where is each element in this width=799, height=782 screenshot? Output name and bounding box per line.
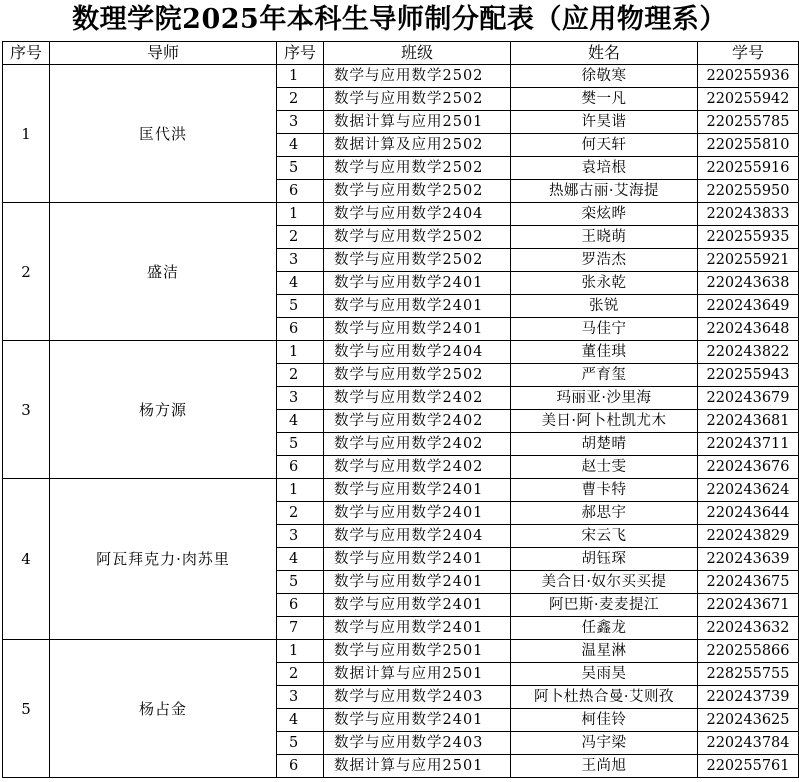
header-sub-no: 序号: [277, 42, 324, 65]
student-name: 樊一凡: [511, 88, 698, 111]
student-id: 220255950: [698, 180, 799, 203]
student-id: 220243638: [698, 272, 799, 295]
student-number: 5: [277, 433, 324, 456]
student-class: 数学与应用数学2404: [324, 525, 511, 548]
student-class: 数学与应用数学2401: [324, 594, 511, 617]
student-number: 6: [277, 755, 324, 778]
student-name: 阿卜杜热合曼·艾则孜: [511, 686, 698, 709]
student-name: 吴雨昊: [511, 663, 698, 686]
student-number: 1: [277, 640, 324, 663]
student-name: 胡楚晴: [511, 433, 698, 456]
student-class: 数学与应用数学2401: [324, 709, 511, 732]
student-number: 4: [277, 548, 324, 571]
student-name: 董佳琪: [511, 341, 698, 364]
student-name: 袁培根: [511, 157, 698, 180]
header-group-no: 序号: [3, 42, 50, 65]
student-class: 数学与应用数学2401: [324, 571, 511, 594]
student-number: 5: [277, 157, 324, 180]
student-name: 任鑫龙: [511, 617, 698, 640]
student-name: 王尚旭: [511, 755, 698, 778]
advisor-name: 杨方源: [50, 341, 277, 479]
student-number: 1: [277, 479, 324, 502]
student-id: 220255785: [698, 111, 799, 134]
student-name: 冯宇梁: [511, 732, 698, 755]
student-name: 罗浩杰: [511, 249, 698, 272]
student-name: 柯佳铃: [511, 709, 698, 732]
student-id: 220243671: [698, 594, 799, 617]
student-class: 数学与应用数学2401: [324, 272, 511, 295]
student-id: 220243679: [698, 387, 799, 410]
student-class: 数学与应用数学2402: [324, 433, 511, 456]
student-number: 2: [277, 663, 324, 686]
student-id: 220255921: [698, 249, 799, 272]
student-id: 220243639: [698, 548, 799, 571]
student-class: 数学与应用数学2502: [324, 226, 511, 249]
student-class: 数学与应用数学2403: [324, 686, 511, 709]
student-id: 220255936: [698, 65, 799, 88]
student-id: 220243648: [698, 318, 799, 341]
group-number: 1: [3, 65, 50, 203]
student-id: 220243675: [698, 571, 799, 594]
student-number: 2: [277, 502, 324, 525]
student-id: 220255943: [698, 364, 799, 387]
student-number: 4: [277, 709, 324, 732]
student-class: 数学与应用数学2401: [324, 479, 511, 502]
student-name: 张永乾: [511, 272, 698, 295]
student-name: 严育玺: [511, 364, 698, 387]
table-body: [3, 65, 799, 778]
student-number: 1: [277, 65, 324, 88]
student-name: 曹卡特: [511, 479, 698, 502]
advisor-name: 盛洁: [50, 203, 277, 341]
student-class: 数据计算与应用2501: [324, 111, 511, 134]
student-id: 220243681: [698, 410, 799, 433]
student-name: 宋云飞: [511, 525, 698, 548]
student-number: 4: [277, 410, 324, 433]
student-id: 220243625: [698, 709, 799, 732]
student-number: 3: [277, 387, 324, 410]
student-name: 许昊谐: [511, 111, 698, 134]
student-name: 何天轩: [511, 134, 698, 157]
student-name: 美日·阿卜杜凯尤木: [511, 410, 698, 433]
student-number: 3: [277, 249, 324, 272]
student-number: 3: [277, 525, 324, 548]
student-id: 220255866: [698, 640, 799, 663]
student-name: 胡钰琛: [511, 548, 698, 571]
student-name: 热娜古丽·艾海提: [511, 180, 698, 203]
group-number: 5: [3, 640, 50, 778]
student-id: 220243822: [698, 341, 799, 364]
student-class: 数学与应用数学2404: [324, 341, 511, 364]
student-class: 数学与应用数学2402: [324, 410, 511, 433]
header-name: 姓名: [511, 42, 698, 65]
student-number: 5: [277, 295, 324, 318]
group-number: 3: [3, 341, 50, 479]
student-number: 5: [277, 732, 324, 755]
student-class: 数学与应用数学2502: [324, 88, 511, 111]
student-class: 数据计算及应用2502: [324, 134, 511, 157]
student-class: 数学与应用数学2401: [324, 295, 511, 318]
page-title: 数理学院2025年本科生导师制分配表（应用物理系）: [72, 4, 727, 35]
student-number: 6: [277, 180, 324, 203]
student-class: 数学与应用数学2402: [324, 387, 511, 410]
table-row: [3, 203, 799, 226]
advisor-name: 杨占金: [50, 640, 277, 778]
student-class: 数学与应用数学2401: [324, 548, 511, 571]
student-name: 温星淋: [511, 640, 698, 663]
student-class: 数学与应用数学2502: [324, 249, 511, 272]
table-row: [3, 65, 799, 88]
student-id: 220255942: [698, 88, 799, 111]
student-id: 220243632: [698, 617, 799, 640]
student-number: 2: [277, 226, 324, 249]
student-id: 220243739: [698, 686, 799, 709]
student-name: 栾炫晔: [511, 203, 698, 226]
student-id: 220255916: [698, 157, 799, 180]
student-number: 6: [277, 318, 324, 341]
student-class: 数学与应用数学2403: [324, 732, 511, 755]
student-id: 220243676: [698, 456, 799, 479]
student-id: 220255935: [698, 226, 799, 249]
header-row: [3, 42, 799, 65]
student-id: 220243644: [698, 502, 799, 525]
student-id: 228255755: [698, 663, 799, 686]
student-class: 数学与应用数学2502: [324, 364, 511, 387]
student-name: 张锐: [511, 295, 698, 318]
student-name: 王晓萌: [511, 226, 698, 249]
student-number: 5: [277, 571, 324, 594]
header-class: 班级: [324, 42, 511, 65]
table-row: [3, 640, 799, 663]
header-advisor: 导师: [50, 42, 277, 65]
student-id: 220243624: [698, 479, 799, 502]
student-class: 数学与应用数学2502: [324, 157, 511, 180]
advisor-name: 阿瓦拜克力·肉苏里: [50, 479, 277, 640]
student-id: 220243784: [698, 732, 799, 755]
table-row: [3, 341, 799, 364]
student-name: 马佳宁: [511, 318, 698, 341]
student-id: 220243711: [698, 433, 799, 456]
student-id: 220243829: [698, 525, 799, 548]
student-class: 数学与应用数学2401: [324, 318, 511, 341]
student-class: 数学与应用数学2404: [324, 203, 511, 226]
student-class: 数学与应用数学2402: [324, 456, 511, 479]
student-id: 220255810: [698, 134, 799, 157]
student-id: 220243833: [698, 203, 799, 226]
student-class: 数学与应用数学2502: [324, 180, 511, 203]
header-student-id: 学号: [698, 42, 799, 65]
student-name: 美合日·奴尔买买提: [511, 571, 698, 594]
student-class: 数学与应用数学2501: [324, 640, 511, 663]
student-name: 赵士雯: [511, 456, 698, 479]
student-id: 220243649: [698, 295, 799, 318]
student-number: 1: [277, 341, 324, 364]
student-class: 数学与应用数学2401: [324, 502, 511, 525]
advisor-name: 匡代洪: [50, 65, 277, 203]
student-number: 4: [277, 272, 324, 295]
assignment-table: [2, 41, 799, 778]
student-number: 1: [277, 203, 324, 226]
student-number: 3: [277, 686, 324, 709]
student-class: 数据计算与应用2501: [324, 663, 511, 686]
student-class: 数学与应用数学2502: [324, 65, 511, 88]
student-number: 3: [277, 111, 324, 134]
student-number: 6: [277, 594, 324, 617]
student-number: 7: [277, 617, 324, 640]
student-class: 数据计算与应用2501: [324, 755, 511, 778]
student-name: 玛丽亚·沙里海: [511, 387, 698, 410]
student-name: 郝思宇: [511, 502, 698, 525]
student-id: 220255761: [698, 755, 799, 778]
student-number: 2: [277, 364, 324, 387]
group-number: 4: [3, 479, 50, 640]
group-number: 2: [3, 203, 50, 341]
table-row: [3, 479, 799, 502]
student-number: 2: [277, 88, 324, 111]
student-name: 徐敬寒: [511, 65, 698, 88]
student-class: 数学与应用数学2401: [324, 617, 511, 640]
student-number: 4: [277, 134, 324, 157]
student-number: 6: [277, 456, 324, 479]
student-name: 阿巴斯·麦麦提江: [511, 594, 698, 617]
